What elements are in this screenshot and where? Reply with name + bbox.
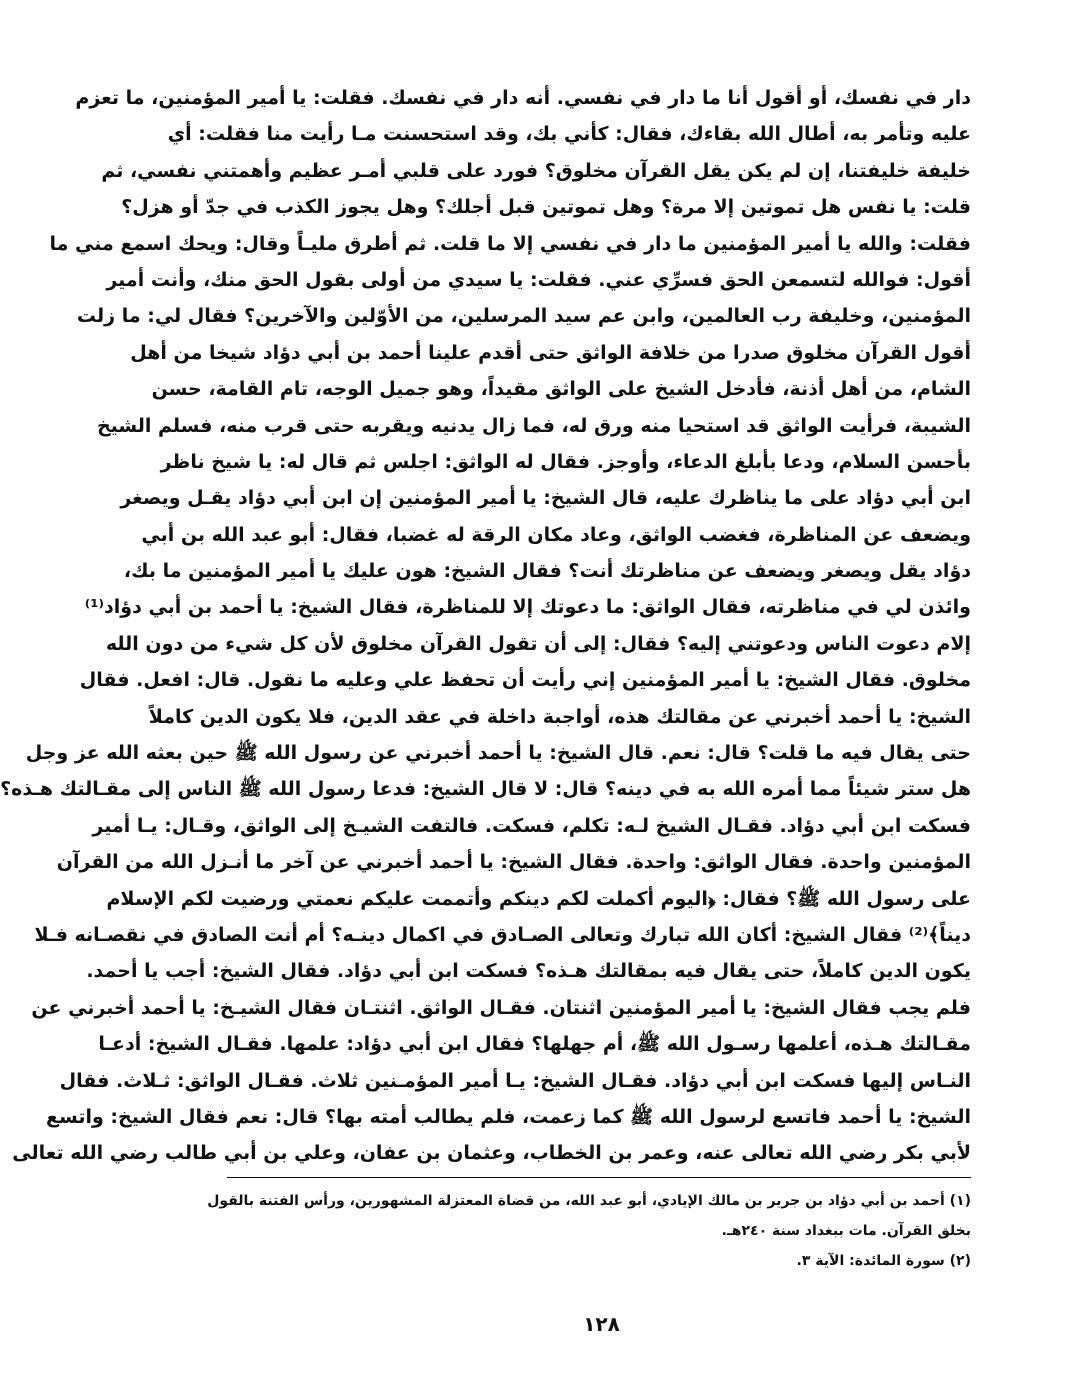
- text-line: عليه وتأمر به، أطال الله بقاءك، فقال: كأني بك، وقد استحسنت مـا رأيت منا فقلت: أي: [167, 123, 971, 146]
- text-line: المؤمنين واحدة. فقال الواثق: واحدة. فقال الشيخ: يا أحمد أخبرني عن آخر ما أنـزل الله من القرآن: [56, 851, 971, 874]
- text-line: ويضعف عن المناظرة، فغضب الواثق، وعاد مكان الرقة له غضبا، فقال: أبو عبد الله بن أبي: [141, 523, 971, 546]
- text-line: أقول القرآن مخلوق صدرا من خلافة الواثق حتى أقدم علينا أحمد بن أبي دؤاد شيخا من أهل: [130, 341, 971, 364]
- page-number: ١٢٨: [583, 1312, 620, 1336]
- text-line: حتى يقال فيه ما قلت؟ قال: نعم. قال الشيخ: يا أحمد أخبرني عن رسول الله ﷺ حين بعثه الله عز وجل: [25, 742, 971, 765]
- text-line: يكون الدين كاملاً، حتى يقال فيه بمقالتك هـذه؟ فسكت ابن أبي دؤاد. فقال الشيخ: أجب يا أحمد.: [86, 960, 971, 983]
- text-line: فلم يجب فقال الشيخ: يا أمير المؤمنين اثنتان. فقـال الواثق. اثنتـان فقال الشيـخ: يا أحمد أخبرني عن: [31, 996, 971, 1019]
- text-line: فقلت: والله يا أمير المؤمنين ما دار في نفسي إلا ما قلت. ثم أطرق مليـاً وقال: ويحك اسمع مني ما: [49, 232, 971, 255]
- text-line: أقول: فوالله لتسمعن الحق فسرِّي عني. فقلت: يا سيدي من أولى بقول الحق منك، وأنت أمير: [106, 268, 971, 291]
- text-line: دؤاد يقل ويصغر ويضعف عن مناظرتك أنت؟ فقال الشيخ: هون عليك يا أمير المؤمنين ما بك،: [123, 560, 971, 583]
- text-line: الشيخ: يا أحمد أخبرني عن مقالتك هذه، أواجبة داخلة في عقد الدين، فلا يكون الدين كاملاً: [148, 705, 971, 728]
- footnote-2: (٢) سورة المائدة: الآية ٣.: [796, 1253, 971, 1269]
- text-line: إلام دعوت الناس ودعوتني إليه؟ فقال: إلى أن تقول القرآن مخلوق لأن كل شيء من دون الله: [105, 632, 971, 655]
- text-line: ديناً﴾⁽²⁾ فقال الشيخ: أكان الله تبارك وتعالى الصـادق في اكمال دينـه؟ أم أنت الصادق في نقصـانه فـلا: [34, 923, 971, 946]
- text-line: هل ستر شيئاً مما أمره الله به في دينه؟ قال: لا قال الشيخ: فدعا رسول الله ﷺ الناس إلى مقـالتك هـذه؟: [0, 778, 971, 801]
- footnote-1-line-2: بخلق القرآن. مات ببغداد سنة ٢٤٠هـ.: [721, 1223, 971, 1239]
- text-line: مقـالتك هـذه، أعلمها رسـول الله ﷺ، أم جهلها؟ فقال ابن أبي دؤاد: علمها. فقـال الشيخ: أدعـا: [98, 1033, 971, 1056]
- footnotes-block: [207, 1186, 971, 1276]
- main-text-block: [0, 80, 971, 1172]
- text-line: بأحسن السلام، ودعا بأبلغ الدعاء، وأوجز. فقال له الواثق: اجلس ثم قال له: يا شيخ ناظر: [160, 450, 971, 473]
- text-line: ابن أبي دؤاد على ما يناظرك عليه، قال الشيخ: يا أمير المؤمنين إن ابن أبي دؤاد يقـل ويصغر: [120, 487, 971, 510]
- text-line: وائذن لي في مناظرته، فقال الواثق: ما دعوتك إلا للمناظرة، فقال الشيخ: يا أحمد بن أبي دؤاد⁽¹⁾: [84, 596, 971, 619]
- footnote-divider: [227, 1177, 971, 1178]
- text-line: على رسول الله ﷺ؟ فقال: ﴿اليوم أكملت لكم دينكم وأتممت عليكم نعمتي ورضيت لكم الإسلام: [106, 887, 971, 910]
- text-line: دار في نفسك، أو أقول أنا ما دار في نفسي. أنه دار في نفسك. فقلت: يا أمير المؤمنين، ما تعزم: [75, 87, 971, 109]
- text-line: المؤمنين، وخليفة رب العالمين، وابن عم سيد المرسلين، من الأوّلين والآخرين؟ فقال لي: ما زلت: [76, 305, 971, 328]
- text-line: لأبي بكر رضي الله تعالى عنه، وعمر بن الخطاب، وعثمان بن عفان، وعلي بن أبي طالب رضي الله تعالى: [12, 1142, 971, 1165]
- text-line: قلت: يا نفس هل تموتين إلا مرة؟ وهل تموتين قبل أجلك؟ وهل يجوز الكذب في جدّ أو هزل؟: [121, 196, 971, 219]
- text-line: الشام، من أهل أذنة، فأدخل الشيخ على الواثق مقيداً، وهو جميل الوجه، تام القامة، حسن: [151, 378, 971, 401]
- text-line: فسكت ابن أبي دؤاد. فقـال الشيخ لـه: تكلم، فسكت. فالتفت الشيـخ إلى الواثق، وقـال: يـا أمير: [92, 814, 971, 837]
- text-line: النـاس إليها فسكت ابن أبي دؤاد. فقـال الشيخ: يـا أمير المؤمـنين ثلاث. فقـال الواثق: ثـلاث. فقال: [59, 1069, 971, 1092]
- text-line: الشيبة، فرأيت الواثق قد استحيا منه ورق له، فما زال يدنيه ويقربه حتى قرب منه، فسلم الشيخ: [96, 414, 971, 437]
- text-line: خليفة خليفتنا، إن لم يكن يقل القرآن مخلوق؟ فورد على قلبي أمـر عظيم وأهمتني نفسي، ثم: [101, 159, 971, 182]
- text-line: مخلوق. فقال الشيخ: يا أمير المؤمنين إني رأيت أن تحفظ علي وعليه ما نقول. قال: افعل. فقال: [79, 669, 971, 692]
- text-line: الشيخ: يا أحمد فاتسع لرسول الله ﷺ كما زعمت، فلم يطالب أمته بها؟ قال: نعم فقال الشيخ: واتسع: [46, 1105, 971, 1128]
- footnote-1-line-1: (١) أحمد بن أبي دؤاد بن جرير بن مالك الإيادي، أبو عبد الله، من قضاة المعتزلة المشهورين، ورأس الفتنة بالقول: [207, 1193, 971, 1209]
